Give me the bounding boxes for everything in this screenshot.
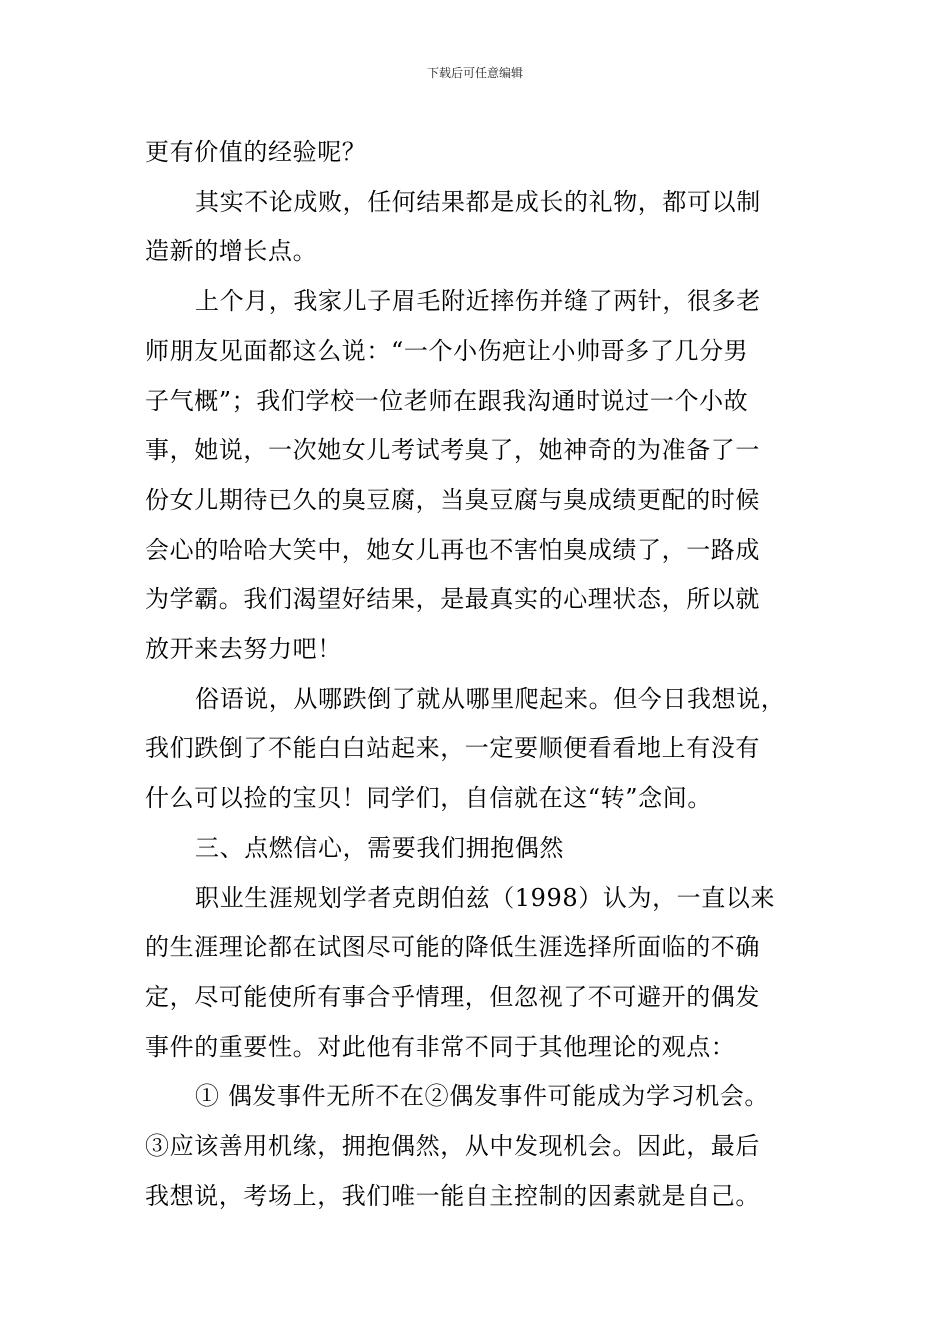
text-line: 定，尽可能使所有事合乎情理，但忽视了不可避开的偶发 [145,982,760,1011]
text-line: 份女儿期待已久的臭豆腐，当臭豆腐与臭成绩更配的时候 [145,485,760,514]
text-line: 更有价值的经验呢？ [145,138,367,166]
text-line: 俗语说，从哪跌倒了就从哪里爬起来。但今日我想说， [195,684,786,713]
text-line: 子气概”；我们学校一位老师在跟我沟通时说过一个小故 [145,386,749,415]
text-line: 放开来去努力吧！ [145,635,342,664]
text-line: 上个月，我家儿子眉毛附近摔伤并缝了两针，很多老 [195,287,761,316]
text-line: 职业生涯规划学者克朗伯兹（1998）认为，一直以来 [195,883,776,912]
text-line: 师朋友见面都这么说：“一个小伤疤让小帅哥多了几分男 [145,336,749,365]
text-line: 为学霸。我们渴望好结果，是最真实的心理状态，所以就 [145,585,760,614]
text-line: 的生涯理论都在试图尽可能的降低生涯选择所面临的不确 [145,933,760,962]
text-line: ① 偶发事件无所不在②偶发事件可能成为学习机会。 [195,1082,770,1111]
text-line: 事，她说，一次她女儿考试考臭了，她神奇的为准备了一 [145,436,760,465]
text-line: 事件的重要性。对此他有非常不同于其他理论的观点： [145,1032,736,1061]
text-line: 会心的哈哈大笑中，她女儿再也不害怕臭成绩了，一路成 [145,535,760,564]
text-line: 造新的增长点。 [145,237,318,266]
section-heading: 三、点燃信心，需要我们拥抱偶然 [195,833,564,862]
text-line: 其实不论成败，任何结果都是成长的礼物，都可以制 [195,187,761,216]
text-line: 我们跌倒了不能白白站起来，一定要顺便看看地上有没有 [145,734,760,763]
body-text [145,128,825,1221]
text-line: ③应该善用机缘，拥抱偶然，从中发现机会。因此，最后 [145,1132,760,1161]
text-line: 什么可以捡的宝贝！同学们，自信就在这“转”念间。 [145,784,712,813]
page-header: 下载后可任意编辑 [426,66,523,80]
text-line: 我想说，考场上，我们唯一能自主控制的因素就是自己。 [145,1181,760,1210]
